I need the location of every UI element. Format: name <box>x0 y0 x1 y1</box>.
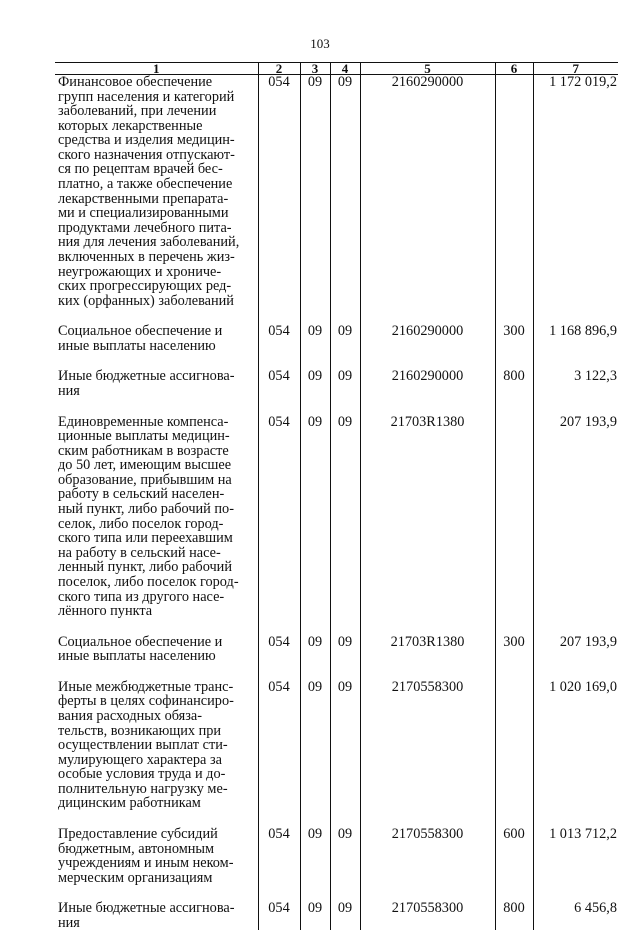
table-row <box>55 369 618 398</box>
expense-type-code: 600 <box>495 827 533 885</box>
spacer-cell <box>330 619 360 635</box>
target-article-code: 21703R1380 <box>360 415 495 619</box>
spacer-cell <box>360 399 495 415</box>
target-article-code: 2160290000 <box>360 369 495 398</box>
section-code: 09 <box>300 827 330 885</box>
row-name-line: средства и изделия медицин- <box>58 132 235 149</box>
row-name-line: лённого пункта <box>58 603 153 620</box>
section-code: 09 <box>300 415 330 619</box>
row-name-line: Иные межбюджетные транс- <box>58 678 234 695</box>
row-name-line: полнительную нагрузку ме- <box>58 780 228 797</box>
target-article-code: 2170558300 <box>360 680 495 811</box>
row-name-line: неугрожающих и хрониче- <box>58 263 222 280</box>
section-code: 09 <box>300 901 330 930</box>
row-name-line: продуктами лечебного пита- <box>58 219 232 236</box>
spacer-cell <box>55 353 258 369</box>
table-row <box>55 680 618 811</box>
spacer-cell <box>495 399 533 415</box>
column-header-1: 1 <box>55 63 258 75</box>
ministry-code: 054 <box>258 415 300 619</box>
row-name-line: ским работникам в возрасте <box>58 442 229 459</box>
spacer-cell <box>258 664 300 680</box>
amount: 3 122,3 <box>533 369 618 398</box>
spacer-cell <box>533 664 618 680</box>
row-name-line: работу в сельский населен- <box>58 486 225 503</box>
row-name-line: ционные выплаты медицин- <box>58 428 230 445</box>
target-article-code: 2170558300 <box>360 901 495 930</box>
table-row <box>55 635 618 664</box>
spacer-cell <box>330 664 360 680</box>
budget-table <box>55 62 618 930</box>
spacer-cell <box>533 885 618 901</box>
row-spacer <box>55 619 618 635</box>
amount: 6 456,8 <box>533 901 618 930</box>
spacer-cell <box>360 664 495 680</box>
spacer-cell <box>533 399 618 415</box>
spacer-cell <box>330 353 360 369</box>
row-name-line: Социальное обеспечение и <box>58 323 223 340</box>
section-code: 09 <box>300 680 330 811</box>
column-numbers-row <box>55 63 618 75</box>
spacer-cell <box>330 885 360 901</box>
row-name-line: иные выплаты населению <box>58 337 216 354</box>
row-name-line: мерческим организациям <box>58 869 213 886</box>
row-name-line: платно, а также обеспечение <box>58 176 233 193</box>
column-header-6: 6 <box>495 63 533 75</box>
section-code: 09 <box>300 635 330 664</box>
row-name-line: ферты в целях софинансиро- <box>58 693 234 710</box>
row-name-line: ния <box>58 382 80 399</box>
target-article-code: 2160290000 <box>360 324 495 353</box>
expense-type-code: 800 <box>495 901 533 930</box>
subsection-code: 09 <box>330 324 360 353</box>
row-name-line: Иные бюджетные ассигнова- <box>58 368 235 385</box>
spacer-cell <box>55 619 258 635</box>
spacer-cell <box>300 308 330 324</box>
page-number: 103 <box>310 36 330 51</box>
amount: 1 168 896,9 <box>533 324 618 353</box>
table-row <box>55 827 618 885</box>
row-name-line: мулирующего характера за <box>58 751 222 768</box>
subsection-code: 09 <box>330 901 360 930</box>
row-name-line: тельств, возникающих при <box>58 722 222 739</box>
row-name-line: Предоставление субсидий <box>58 826 218 843</box>
spacer-cell <box>258 399 300 415</box>
row-spacer <box>55 399 618 415</box>
spacer-cell <box>300 664 330 680</box>
row-name <box>55 901 258 930</box>
subsection-code: 09 <box>330 827 360 885</box>
table-row <box>55 75 618 309</box>
row-name-line: ми и специализированными <box>58 205 229 222</box>
table-row <box>55 415 618 619</box>
spacer-cell <box>55 399 258 415</box>
row-spacer <box>55 308 618 324</box>
ministry-code: 054 <box>258 75 300 309</box>
column-header-5: 5 <box>360 63 495 75</box>
spacer-cell <box>533 619 618 635</box>
spacer-cell <box>330 811 360 827</box>
row-name-line: поселок, либо поселок город- <box>58 573 239 590</box>
spacer-cell <box>300 811 330 827</box>
row-spacer <box>55 885 618 901</box>
row-name-line: заболеваний, при лечении <box>58 103 217 120</box>
spacer-cell <box>533 353 618 369</box>
amount: 1 020 169,0 <box>533 680 618 811</box>
expense-type-code <box>495 415 533 619</box>
row-spacer <box>55 353 618 369</box>
spacer-cell <box>258 353 300 369</box>
expense-type-code <box>495 75 533 309</box>
spacer-cell <box>300 399 330 415</box>
row-name-line: иные выплаты населению <box>58 648 216 665</box>
subsection-code: 09 <box>330 369 360 398</box>
ministry-code: 054 <box>258 901 300 930</box>
section-code: 09 <box>300 369 330 398</box>
spacer-cell <box>330 308 360 324</box>
spacer-cell <box>495 664 533 680</box>
spacer-cell <box>495 885 533 901</box>
spacer-cell <box>330 399 360 415</box>
row-name-line: лекарственными препарата- <box>58 190 229 207</box>
spacer-cell <box>55 664 258 680</box>
row-name <box>55 680 258 811</box>
row-name-line: ского назначения отпускают- <box>58 146 235 163</box>
ministry-code: 054 <box>258 827 300 885</box>
row-name-line: Единовременные компенса- <box>58 413 229 430</box>
spacer-cell <box>533 308 618 324</box>
row-name-line: Иные бюджетные ассигнова- <box>58 900 235 917</box>
row-name <box>55 827 258 885</box>
row-name-line: бюджетным, автономным <box>58 840 215 857</box>
target-article-code: 21703R1380 <box>360 635 495 664</box>
row-name <box>55 75 258 309</box>
row-name-line: ния <box>58 914 80 931</box>
spacer-cell <box>360 811 495 827</box>
row-name-line: включенных в перечень жиз- <box>58 248 235 265</box>
row-name <box>55 369 258 398</box>
row-spacer <box>55 664 618 680</box>
row-spacer <box>55 811 618 827</box>
row-name-line: осуществлении выплат сти- <box>58 737 228 754</box>
table-row <box>55 324 618 353</box>
spacer-cell <box>533 811 618 827</box>
spacer-cell <box>360 885 495 901</box>
column-header-7: 7 <box>533 63 618 75</box>
ministry-code: 054 <box>258 324 300 353</box>
spacer-cell <box>258 811 300 827</box>
spacer-cell <box>495 619 533 635</box>
ministry-code: 054 <box>258 635 300 664</box>
spacer-cell <box>360 353 495 369</box>
subsection-code: 09 <box>330 680 360 811</box>
expense-type-code: 800 <box>495 369 533 398</box>
row-name-line: Социальное обеспечение и <box>58 633 223 650</box>
row-name-line: образование, прибывшим на <box>58 471 232 488</box>
spacer-cell <box>55 885 258 901</box>
spacer-cell <box>300 885 330 901</box>
row-name-line: ких (орфанных) заболеваний <box>58 292 234 309</box>
subsection-code: 09 <box>330 75 360 309</box>
column-header-2: 2 <box>258 63 300 75</box>
spacer-cell <box>300 353 330 369</box>
row-name-line: ского типа из другого насе- <box>58 588 225 605</box>
expense-type-code: 300 <box>495 324 533 353</box>
spacer-cell <box>300 619 330 635</box>
row-name-line: ный пункт, либо рабочий по- <box>58 501 234 518</box>
amount: 207 193,9 <box>533 635 618 664</box>
row-name-line: ния для лечения заболеваний, <box>58 234 240 251</box>
amount: 207 193,9 <box>533 415 618 619</box>
table-row <box>55 901 618 930</box>
target-article-code: 2160290000 <box>360 75 495 309</box>
expense-type-code: 300 <box>495 635 533 664</box>
spacer-cell <box>495 353 533 369</box>
subsection-code: 09 <box>330 635 360 664</box>
row-name-line: ленный пункт, либо рабочий <box>58 559 232 576</box>
spacer-cell <box>360 308 495 324</box>
ministry-code: 054 <box>258 680 300 811</box>
spacer-cell <box>55 308 258 324</box>
column-header-4: 4 <box>330 63 360 75</box>
row-name-line: ских прогрессирующих ред- <box>58 278 232 295</box>
spacer-cell <box>258 885 300 901</box>
row-name-line: Финансовое обеспечение <box>58 74 213 90</box>
spacer-cell <box>55 811 258 827</box>
ministry-code: 054 <box>258 369 300 398</box>
section-code: 09 <box>300 324 330 353</box>
row-name-line: дицинским работникам <box>58 795 201 812</box>
row-name-line: ского типа или переехавшим <box>58 530 233 547</box>
spacer-cell <box>258 619 300 635</box>
spacer-cell <box>495 811 533 827</box>
spacer-cell <box>495 308 533 324</box>
row-name-line: учреждениям и иным неком- <box>58 855 234 872</box>
row-name-line: групп населения и категорий <box>58 88 235 105</box>
row-name <box>55 415 258 619</box>
row-name <box>55 635 258 664</box>
expense-type-code <box>495 680 533 811</box>
column-header-3: 3 <box>300 63 330 75</box>
row-name-line: ся по рецептам врачей бес- <box>58 161 223 178</box>
amount: 1 172 019,2 <box>533 75 618 309</box>
spacer-cell <box>258 308 300 324</box>
row-name <box>55 324 258 353</box>
subsection-code: 09 <box>330 415 360 619</box>
amount: 1 013 712,2 <box>533 827 618 885</box>
row-name-line: на работу в сельский насе- <box>58 544 221 561</box>
row-name-line: до 50 лет, имеющим высшее <box>58 457 232 474</box>
target-article-code: 2170558300 <box>360 827 495 885</box>
row-name-line: вания расходных обяза- <box>58 707 203 724</box>
spacer-cell <box>360 619 495 635</box>
row-name-line: селок, либо поселок город- <box>58 515 224 532</box>
row-name-line: особые условия труда и до- <box>58 766 226 783</box>
section-code: 09 <box>300 75 330 309</box>
row-name-line: которых лекарственные <box>58 117 203 134</box>
